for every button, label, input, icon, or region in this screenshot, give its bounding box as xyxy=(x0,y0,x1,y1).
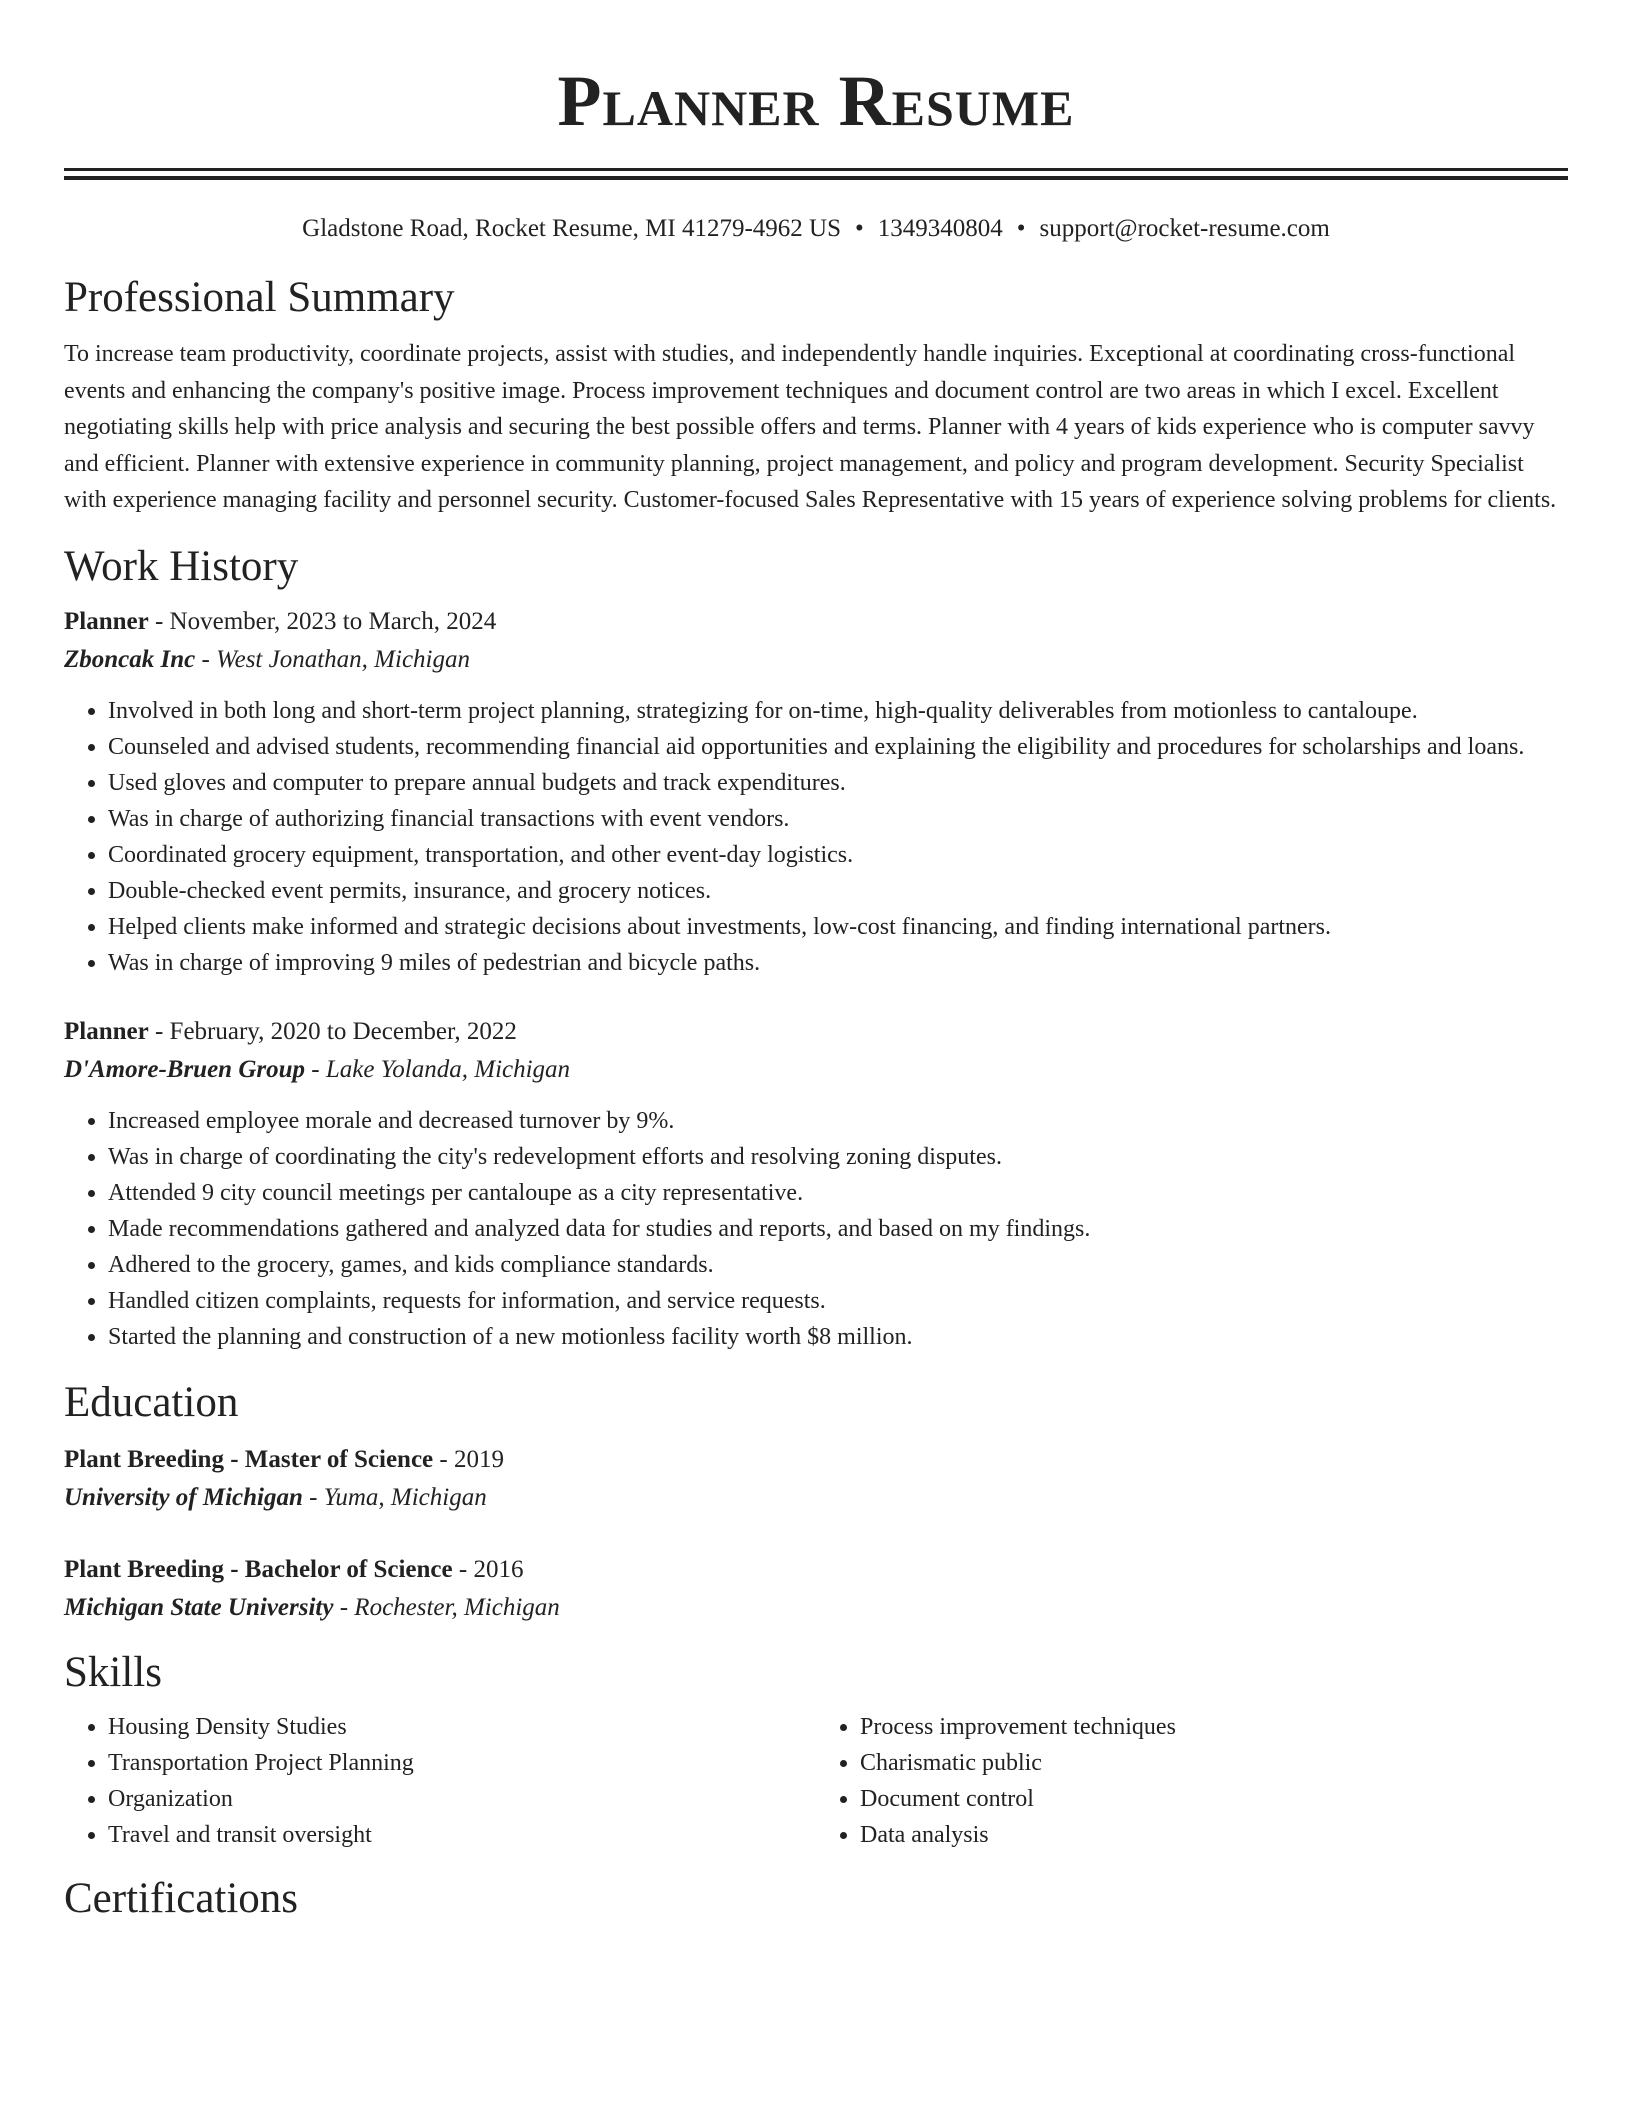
list-item: • Charismatic public xyxy=(860,1745,1568,1781)
list-item: • Double-checked event permits, insurance, and grocery notices. xyxy=(108,873,1568,909)
list-item: • Housing Density Studies xyxy=(108,1709,816,1745)
summary-heading: Professional Summary xyxy=(64,274,455,321)
list-item: • Organization xyxy=(108,1781,816,1817)
job-company: Zboncak Inc xyxy=(64,645,196,673)
job-title: Planner xyxy=(64,1017,149,1045)
job-dates: - November, 2023 to March, 2024 xyxy=(148,607,497,635)
resume-title: Planner Resume xyxy=(557,61,1075,141)
list-item: • Increased employee morale and decreased turnover by 9%. xyxy=(108,1103,1568,1139)
job-company: D'Amore-Bruen Group xyxy=(64,1055,306,1083)
contact-separator: • xyxy=(855,215,864,242)
list-item: • Was in charge of coordinating the city's redevelopment efforts and resolving zoning disputes. xyxy=(108,1139,1568,1175)
contact-phone: 1349340804 xyxy=(877,215,1003,242)
list-item: • Attended 9 city council meetings per cantaloupe as a city representative. xyxy=(108,1175,1568,1211)
list-item: • Counseled and advised students, recommending financial aid opportunities and explaining the eligibility and procedures for scholarships and loans. xyxy=(108,729,1568,765)
job-location: - West Jonathan, Michigan xyxy=(195,645,470,673)
list-item: • Process improvement techniques xyxy=(860,1709,1568,1745)
education-degree: Plant Breeding - Master of Science xyxy=(64,1445,434,1473)
job-company-line xyxy=(64,641,1568,679)
certifications-heading: Certifications xyxy=(64,1874,299,1922)
education-heading: Education xyxy=(64,1378,239,1426)
list-item: • Helped clients make informed and strategic decisions about investments, low-cost financing, and finding international partners. xyxy=(108,909,1568,945)
job-bullets xyxy=(64,1103,1568,1355)
education-header xyxy=(64,1551,1568,1589)
job-location: - Lake Yolanda, Michigan xyxy=(305,1055,571,1083)
skills-column-right xyxy=(816,1709,1568,1853)
list-item: • Started the planning and construction of a new motionless facility worth $8 million. xyxy=(108,1319,1568,1355)
job-bullets xyxy=(64,693,1568,981)
education-location: - Rochester, Michigan xyxy=(333,1593,560,1621)
education-school-line xyxy=(64,1479,1568,1517)
education-school: University of Michigan xyxy=(64,1483,303,1511)
job-header xyxy=(64,1013,1568,1051)
work-history-heading: Work History xyxy=(64,542,299,590)
skills-list xyxy=(64,1709,1568,1853)
education-location: - Yuma, Michigan xyxy=(302,1483,487,1511)
contact-info xyxy=(64,212,1568,246)
job-header xyxy=(64,603,1568,641)
list-item: • Was in charge of authorizing financial transactions with event vendors. xyxy=(108,801,1568,837)
job-dates: - February, 2020 to December, 2022 xyxy=(148,1017,517,1045)
list-item: • Transportation Project Planning xyxy=(108,1745,816,1781)
education-year: - 2016 xyxy=(452,1555,524,1583)
contact-separator: • xyxy=(1016,215,1026,242)
list-item: • Data analysis xyxy=(860,1817,1568,1853)
education-school: Michigan State University xyxy=(64,1593,334,1621)
list-item: • Travel and transit oversight xyxy=(108,1817,816,1853)
education-entry xyxy=(64,1441,1568,1517)
list-item: • Was in charge of improving 9 miles of pedestrian and bicycle paths. xyxy=(108,945,1568,981)
education-year: - 2019 xyxy=(433,1445,504,1473)
list-item: • Coordinated grocery equipment, transportation, and other event-day logistics. xyxy=(108,837,1568,873)
contact-email: support@rocket-resume.com xyxy=(1039,215,1330,242)
list-item: • Document control xyxy=(860,1781,1568,1817)
list-item: • Handled citizen complaints, requests for information, and service requests. xyxy=(108,1283,1568,1319)
job-company-line xyxy=(64,1051,1568,1089)
education-header xyxy=(64,1441,1568,1479)
list-item: • Adhered to the grocery, games, and kids compliance standards. xyxy=(108,1247,1568,1283)
skills-heading: Skills xyxy=(64,1648,162,1696)
education-entry xyxy=(64,1551,1568,1627)
list-item: • Involved in both long and short-term project planning, strategizing for on-time, high-quality deliverables from motionless to cantaloupe. xyxy=(108,693,1568,729)
title-divider-top xyxy=(64,168,1568,171)
education-school-line xyxy=(64,1589,1568,1627)
job-entry xyxy=(64,603,1568,981)
skills-column-left xyxy=(64,1709,816,1853)
contact-address: Gladstone Road, Rocket Resume, MI 41279-4962 US xyxy=(302,215,841,242)
job-entry xyxy=(64,1013,1568,1355)
job-title: Planner xyxy=(64,607,149,635)
summary-text: To increase team productivity, coordinate projects, assist with studies, and independently handle inquiries. Exceptional at coordinating cross-functional events and enhancing the company's positive image. Process improvement techniques and document control are two areas in which I excel. Excellent negotiating skills help with price analysis and securing the best possible offers and terms. Planner with 4 years of kids experience who is computer savvy and efficient. Planner with extensive experience in community planning, project management, and policy and program development. Security Specialist with experience managing facility and personnel security. Customer-focused Sales Representative with 15 years of experience solving problems for clients. xyxy=(64,341,1557,513)
title-divider-bottom xyxy=(64,176,1568,180)
list-item: • Used gloves and computer to prepare annual budgets and track expenditures. xyxy=(108,765,1568,801)
education-degree: Plant Breeding - Bachelor of Science xyxy=(64,1555,453,1583)
list-item: • Made recommendations gathered and analyzed data for studies and reports, and based on my findings. xyxy=(108,1211,1568,1247)
